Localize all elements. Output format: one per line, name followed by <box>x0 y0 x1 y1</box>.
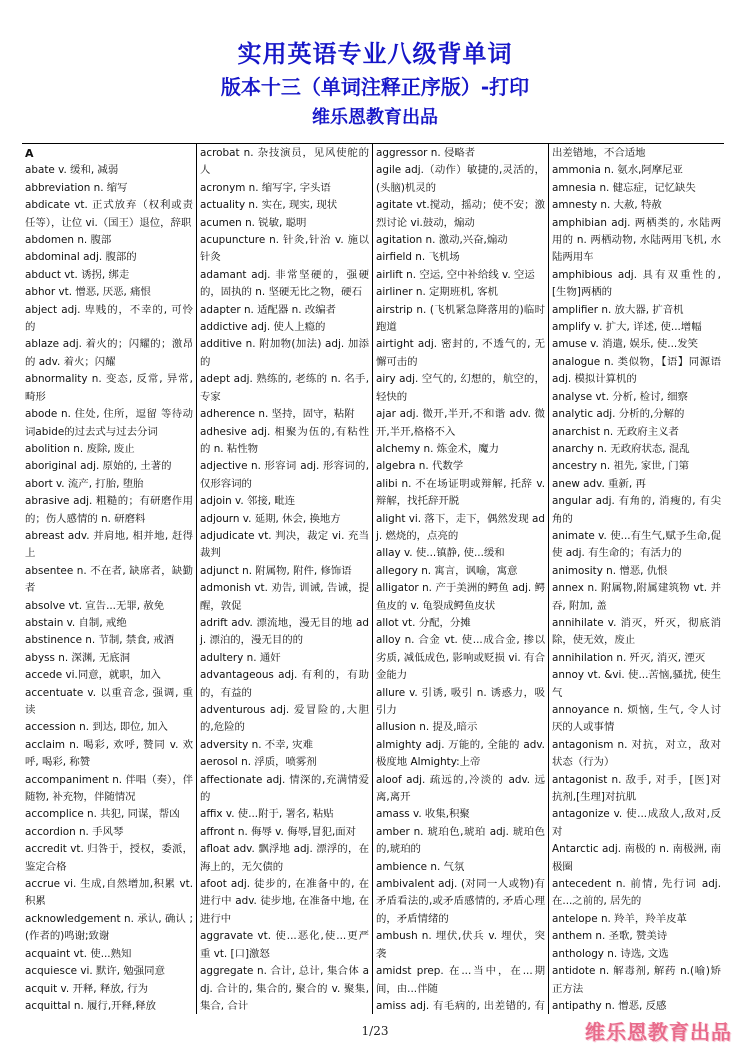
word-entry: antelope n. 羚羊，羚羊皮革 <box>552 912 687 925</box>
word-entry: adventurous adj. 爱冒险的,大胆的,危险的 <box>200 704 369 734</box>
word-entry: accentuate v. 以重音念, 强调, 重读 <box>25 686 193 716</box>
word-entry: acquiesce vi. 默许, 勉强同意 <box>25 965 165 978</box>
word-entry: algebra n. 代数学 <box>376 460 464 473</box>
page-header <box>0 38 750 132</box>
word-entry: adapter n. 适配器 n. 改编者 <box>200 303 336 316</box>
word-entry: ablaze adj. 着火的；闪耀的；激昂的 adv. 着火；闪耀 <box>25 338 193 368</box>
word-entry: afloat adv. 飘浮地 adj. 漂浮的，在海上的，无欠债的 <box>200 843 369 873</box>
word-entry: accompaniment n. 伴唱（奏），伴随物, 补充物，伴随情况 <box>25 773 193 804</box>
word-entry: airlift n. 空运, 空中补给线 v. 空运 <box>376 268 535 281</box>
word-entry: acquaint vt. 使...熟知 <box>25 947 132 960</box>
word-entry: absentee n. 不在者, 缺席者，缺勤者 <box>25 564 193 595</box>
word-entry: animate v. 使...有生气,赋予生命,促使 adj. 有生命的；有活力的 <box>552 529 721 560</box>
word-entry: ambience n. 气氛 <box>376 860 465 873</box>
word-entry: Antarctic adj. 南极的 n. 南极洲, 南极圈 <box>552 843 721 873</box>
column-2 <box>196 144 372 1014</box>
word-entry: aggravate vt. 使...恶化,使...更严重 vt. [口]激怒 <box>200 930 369 960</box>
word-entry: abdominal adj. 腹部的 <box>25 251 137 264</box>
word-entry: abduct vt. 诱拐, 绑走 <box>25 268 130 281</box>
word-entry: amass v. 收集,积聚 <box>376 808 470 821</box>
word-entry: ancestry n. 祖先, 家世, 门第 <box>552 460 690 473</box>
word-entry: adamant adj. 非常坚硬的，强硬的，固执的 n. 坚硬无比之物，硬石 <box>200 268 369 299</box>
word-entry: adherence n. 坚持，固守，粘附 <box>200 408 355 421</box>
word-entry: almighty adj. 万能的, 全能的 adv. 极度地 Almighty:上帝 <box>376 738 545 769</box>
word-entry: amiss adj. 有毛病的, 出差错的, 有 <box>376 999 545 1012</box>
word-entry: abject adj. 卑贱的，不幸的, 可怜的 <box>25 303 193 334</box>
word-entry: addictive adj. 使人上瘾的 <box>200 321 326 334</box>
word-entry: ambivalent adj. (对同一人或物)有矛盾看法的,或矛盾感情的, 矛盾心理的，矛盾情绪的 <box>376 878 545 925</box>
word-entry: acronym n. 缩写字, 字头语 <box>200 181 331 194</box>
word-entry: annoy vt. &vi. 使...苦恼,骚扰, 使生气 <box>552 669 721 699</box>
publisher-line: 维乐恩教育出品 <box>312 107 438 128</box>
word-entry: annex n. 附属物,附属建筑物 vt. 并吞, 附加, 盖 <box>552 582 721 612</box>
word-entry: adrift adv. 漂流地，漫无目的地 adj. 漂泊的，漫无目的的 <box>200 616 369 647</box>
word-entry: abreast adv. 并肩地, 相并地, 赶得上 <box>25 529 193 560</box>
word-entry: admonish vt. 劝告, 训诫, 告诫，提醒，敦促 <box>200 582 369 612</box>
word-entry: acupuncture n. 针灸,针治 v. 施以针灸 <box>200 234 369 264</box>
watermark-logo: 维乐恩教育出品 <box>585 1020 732 1044</box>
word-entry: abstain v. 自制, 戒绝 <box>25 616 127 629</box>
word-entry: agitation n. 激动,兴奋,煽动 <box>376 234 508 247</box>
word-entry: analogue n. 类似物，【语】同源语 adj. 模拟计算机的 <box>552 355 721 386</box>
word-entry: anew adv. 重新, 再 <box>552 477 646 490</box>
word-entry: amphibian adj. 两栖类的, 水陆两用的 n. 两栖动物, 水陆两用飞机, 水陆两用车 <box>552 216 721 264</box>
word-entry: acknowledgement n. 承认, 确认 ;(作者的)鸣谢;致谢 <box>25 912 193 943</box>
word-entry: accredit vt. 归咎于，授权，委派，鉴定合格 <box>25 843 193 873</box>
word-entry: allusion n. 提及,暗示 <box>376 721 478 734</box>
word-entry: adjective n. 形容词 adj. 形容词的,仅形容词的 <box>200 460 369 490</box>
word-entry: anarchist n. 无政府主义者 <box>552 425 679 438</box>
word-entry: antagonism n. 对抗，对立，敌对状态（行为） <box>552 738 721 769</box>
word-entry: ammonia n. 氨水,阿摩尼亚 <box>552 164 683 177</box>
word-entry: abdomen n. 腹部 <box>25 234 112 247</box>
word-entry: antagonist n. 敌手, 对手，[医]对抗剂,[生理]对抗肌 <box>552 773 721 804</box>
word-entry: annihilation n. 歼灭, 消灭, 湮灭 <box>552 651 706 664</box>
word-entry: afoot adj. 徒步的, 在准备中的, 在进行中 adv. 徒步地, 在准备中地, 在进行中 <box>200 878 369 925</box>
word-entry: alight vi. 落下，走下，偶然发现 adj. 燃烧的，点亮的 <box>376 512 545 542</box>
word-entry: abolition n. 废除, 废止 <box>25 442 135 455</box>
word-entry: adept adj. 熟练的, 老练的 n. 名手, 专家 <box>200 373 369 403</box>
word-entry: ambush n. 埋伏,伏兵 v. 埋伏，突袭 <box>376 930 545 960</box>
document-subtitle: 版本十三（单词注释正序版）-打印 <box>220 75 530 99</box>
word-entry: amuse v. 消遣, 娱乐, 使...发笑 <box>552 338 698 351</box>
word-entry: affectionate adj. 情深的,充满情爱的 <box>200 773 369 804</box>
word-entry: advantageous adj. 有利的，有助的，有益的 <box>200 669 369 699</box>
word-entry: animosity n. 憎恶, 仇恨 <box>552 564 668 577</box>
column-4 <box>548 144 724 1014</box>
word-entry: abrasive adj. 粗糙的；有研磨作用的；伤人感情的 n. 研磨料 <box>25 495 193 525</box>
word-entry: alchemy n. 炼金术，魔力 <box>376 442 500 455</box>
word-entry: antagonize v. 使...成敌人,敌对,反对 <box>552 808 721 838</box>
word-entry: accede vi.同意，就职，加入 <box>25 669 161 682</box>
word-entry: antipathy n. 憎恶, 反感 <box>552 999 667 1012</box>
word-entry: agile adj.（动作）敏捷的,灵活的，(头脑)机灵的 <box>376 164 545 194</box>
word-entry: accrue vi. 生成,自然增加,积累 vt. 积累 <box>25 878 193 908</box>
word-entry: alloy n. 合金 vt. 使...成合金, 掺以劣质, 减低成色, 影响或贬损 vi. 有合金能力 <box>376 634 545 682</box>
word-entry: amnesia n. 健忘症，记忆缺失 <box>552 181 696 194</box>
word-entry: aloof adj. 疏远的,冷淡的 adv. 远离,离开 <box>376 773 545 804</box>
word-entry: acquit v. 开释, 释放, 行为 <box>25 982 149 995</box>
word-entry: accordion n. 手风琴 <box>25 825 124 838</box>
word-entry: airy adj. 空气的, 幻想的，航空的，轻快的 <box>376 373 545 403</box>
word-entry: abhor vt. 憎恶, 厌恶, 痛恨 <box>25 286 151 299</box>
word-entry: aggregate n. 合计, 总计, 集合体 adj. 合计的, 集合的, 聚合的 v. 聚集, 集合, 合计 <box>200 965 369 1012</box>
word-entry: amplifier n. 放大器, 扩音机 <box>552 303 684 316</box>
word-entry: analyse vt. 分析, 检讨, 细察 <box>552 390 688 403</box>
word-entry: affront n. 侮辱 v. 侮辱,冒犯,面对 <box>200 825 357 838</box>
word-entry: antidote n. 解毒剂, 解药 n.(喻)矫正方法 <box>552 965 721 995</box>
word-entry: absolve vt. 宣告...无罪, 赦免 <box>25 599 165 612</box>
word-entry: allure v. 引诱, 吸引 n. 诱惑力，吸引力 <box>376 686 545 716</box>
document-title: 实用英语专业八级背单词 <box>237 40 513 68</box>
word-entry: actuality n. 实在, 现实, 现状 <box>200 199 338 212</box>
word-entry: abbreviation n. 缩写 <box>25 181 128 194</box>
word-entry: abode n. 住处, 住所，逗留 等待动词abide的过去式与过去分词 <box>25 408 193 438</box>
word-entry: alligator n. 产于美洲的鳄鱼 adj. 鳄鱼皮的 v. 龟裂成鳄鱼皮状 <box>376 582 545 612</box>
column-3 <box>372 144 548 1014</box>
word-entry: acrobat n. 杂技演员，见风使舵的人 <box>200 147 369 177</box>
word-entry: affix v. 使...附于, 署名, 粘贴 <box>200 808 334 821</box>
word-entry: amber n. 琥珀色,琥珀 adj. 琥珀色的,琥珀的 <box>376 825 545 856</box>
word-entry: adultery n. 通奸 <box>200 651 281 664</box>
word-entry: allegory n. 寓言，讽喻，寓意 <box>376 564 518 577</box>
word-entry: adjourn v. 延期, 休会, 换地方 <box>200 512 341 525</box>
word-entry: adversity n. 不幸, 灾难 <box>200 738 313 751</box>
word-entry: aggressor n. 侵略者 <box>376 147 476 159</box>
word-entry: allot vt. 分配，分摊 <box>376 616 471 629</box>
word-entry: anthology n. 诗选, 文选 <box>552 947 669 960</box>
word-entry: amidst prep. 在...当中，在...期间，由...伴随 <box>376 965 545 995</box>
word-entry: ajar adj. 微开,半开,不和谐 adv. 微开,半开,格格不入 <box>376 408 545 438</box>
word-entry: antecedent n. 前情, 先行词 adj. 在...之前的, 居先的 <box>552 878 721 908</box>
word-entry: acclaim n. 喝彩, 欢呼, 赞同 v. 欢呼, 喝彩, 称赞 <box>25 738 193 769</box>
word-entry: analytic adj. 分析的,分解的 <box>552 408 685 421</box>
word-entry: acumen n. 锐敏, 聪明 <box>200 216 307 229</box>
word-entry: 出差错地，不合适地 <box>552 147 646 159</box>
word-entry: amnesty n. 大赦, 特赦 <box>552 199 662 212</box>
word-entry: anarchy n. 无政府状态, 混乱 <box>552 442 690 455</box>
word-entry: abort v. 流产, 打胎, 堕胎 <box>25 477 144 490</box>
page-number: 1/23 <box>361 1024 389 1038</box>
column-1 <box>22 144 196 1014</box>
word-entry: abdicate vt. 正式放弃（权利或责任等），让位 vi.（国王）退位，辞职 <box>25 199 193 229</box>
word-entry: angular adj. 有角的, 消瘦的, 有尖角的 <box>552 495 721 525</box>
word-entry: anthem n. 圣歌, 赞美诗 <box>552 930 668 943</box>
word-entry: agitate vt.搅动，摇动；使不安；激烈讨论 vi.鼓动，煽动 <box>376 199 545 229</box>
word-entry: airtight adj. 密封的, 不透气的, 无懈可击的 <box>376 338 545 368</box>
word-entry: adjunct n. 附属物, 附件, 修饰语 <box>200 564 352 577</box>
word-entry: aboriginal adj. 原始的, 土著的 <box>25 460 172 473</box>
vocabulary-columns <box>22 143 724 1014</box>
word-entry: amphibious adj. 具有双重性的, [生物]两栖的 <box>552 268 721 299</box>
word-entry: adjoin v. 邻接, 毗连 <box>200 495 296 508</box>
word-entry: airstrip n. (飞机紧急降落用的)临时跑道 <box>376 303 545 334</box>
word-entry: airfield n. 飞机场 <box>376 251 460 264</box>
word-entry: abate v. 缓和, 减弱 <box>25 164 119 177</box>
section-letter: A <box>25 147 34 160</box>
word-entry: allay v. 使...镇静, 使...缓和 <box>376 547 505 560</box>
word-entry: annihilate v. 消灭，歼灭，彻底消除，使无效，废止 <box>552 616 721 647</box>
word-entry: amplify v. 扩大, 详述, 使...增幅 <box>552 321 702 334</box>
word-entry: accomplice n. 共犯, 同谋，帮凶 <box>25 808 180 821</box>
word-entry: annoyance n. 烦恼, 生气, 令人讨厌的人或事情 <box>552 704 721 734</box>
word-entry: airliner n. 定期班机, 客机 <box>376 286 498 299</box>
word-entry: alibi n. 不在场证明或辩解, 托辞 v. 辩解，找托辞开脱 <box>376 477 545 508</box>
word-entry: adhesive adj. 相聚为伍的,有粘性的 n. 粘性物 <box>200 425 369 455</box>
word-entry: abstinence n. 节制, 禁食, 戒酒 <box>25 634 175 647</box>
word-entry: aerosol n. 浮质，喷雾剂 <box>200 756 317 769</box>
word-entry: abyss n. 深渊, 无底洞 <box>25 651 130 664</box>
word-entry: abnormality n. 变态, 反常, 异常, 畸形 <box>25 373 193 403</box>
word-entry: additive n. 附加物(加法) adj. 加添的 <box>200 338 369 368</box>
word-entry: acquittal n. 履行,开释,释放 <box>25 999 156 1012</box>
word-entry: accession n. 到达, 即位, 加入 <box>25 721 168 734</box>
word-entry: adjudicate vt. 判决，裁定 vi. 充当裁判 <box>200 529 369 560</box>
